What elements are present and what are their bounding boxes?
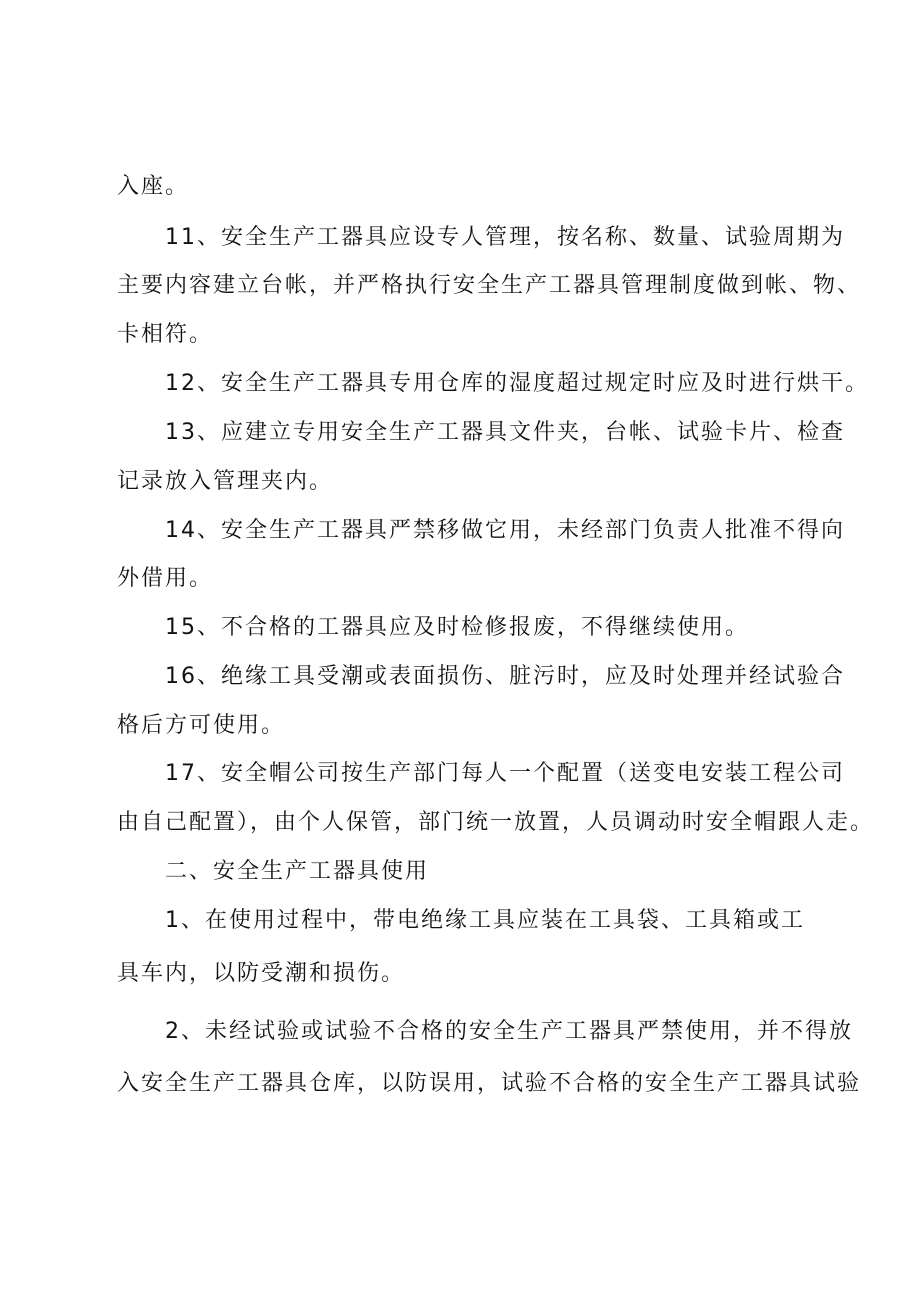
text-line: 记录放入管理夹内。 [117, 469, 334, 494]
text-line: 卡相符。 [117, 322, 214, 347]
text-line: 12、安全生产工器具专用仓库的湿度超过规定时应及时进行烘干。 [165, 371, 869, 396]
section-heading: 二、安全生产工器具使用 [165, 859, 430, 884]
text-line: 15、不合格的工器具应及时检修报废，不得继续使用。 [165, 615, 749, 640]
text-line: 11、安全生产工器具应设专人管理，按名称、数量、试验周期为 [165, 225, 845, 250]
text-line: 主要内容建立台帐，并严格执行安全生产工器具管理制度做到帐、物、 [117, 273, 862, 298]
text-line: 具车内，以防受潮和损伤。 [117, 961, 406, 986]
text-line: 由自己配置），由个人保管，部门统一放置，人员调动时安全帽跟人走。 [117, 810, 875, 835]
text-line: 2、未经试验或试验不合格的安全生产工器具严禁使用，并不得放 [165, 1019, 853, 1044]
text-line: 1、在使用过程中，带电绝缘工具应装在工具袋、工具箱或工 [165, 908, 805, 933]
text-line: 14、安全生产工器具严禁移做它用，未经部门负责人批准不得向 [165, 518, 845, 543]
text-line: 格后方可使用。 [117, 713, 286, 738]
text-line: 13、应建立专用安全生产工器具文件夹，台帐、试验卡片、检查 [165, 420, 845, 445]
text-line: 入安全生产工器具仓库，以防误用，试验不合格的安全生产工器具试验 [117, 1071, 862, 1096]
text-line: 16、绝缘工具受潮或表面损伤、脏污时，应及时处理并经试验合 [165, 664, 845, 689]
text-line: 外借用。 [117, 566, 214, 591]
text-line: 入座。 [117, 174, 190, 199]
text-line: 17、安全帽公司按生产部门每人一个配置（送变电安装工程公司 [165, 761, 845, 786]
